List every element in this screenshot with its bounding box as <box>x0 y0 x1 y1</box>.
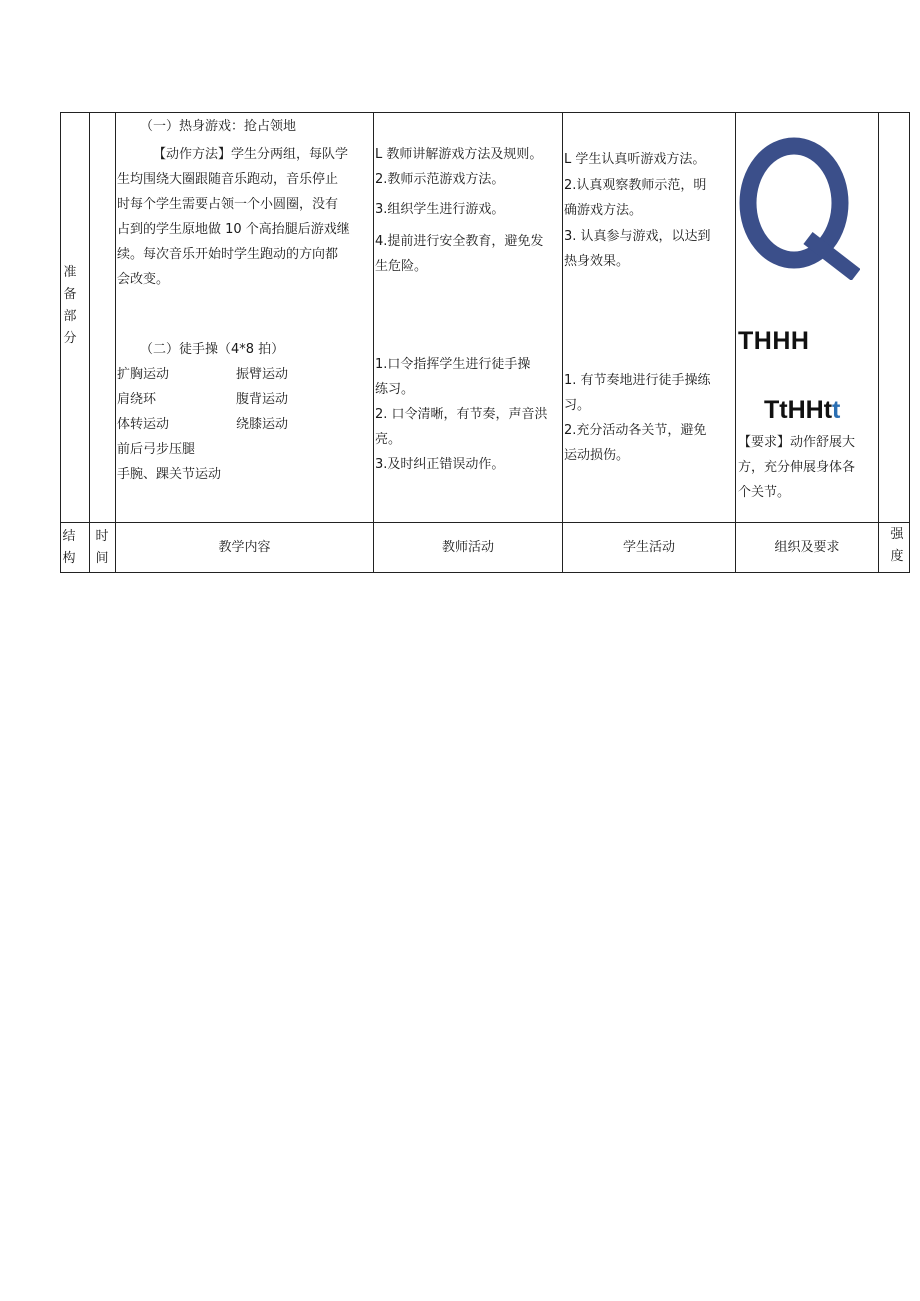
teacher-activity-line: 3.及时纠正错误动作。 <box>375 457 505 472</box>
requirement-line: 【要求】动作舒展大 <box>738 435 856 450</box>
formation-circle-icon <box>738 130 860 280</box>
table-top-border <box>60 112 910 113</box>
header-teacher-activity: 教师活动 <box>441 540 494 555</box>
exercise-item: 腹背运动 <box>236 392 289 407</box>
game-method-line: 续。每次音乐开始时学生跑动的方向都 <box>117 247 339 262</box>
student-activity-line: 热身效果。 <box>564 254 630 269</box>
header-student-activity: 学生活动 <box>622 540 675 555</box>
col-border-3 <box>115 112 116 573</box>
teacher-activity-line: 生危险。 <box>375 259 428 274</box>
exercise-item: 前后弓步压腿 <box>117 442 196 457</box>
game-method-line: 占到的学生原地做 10 个高抬腿后游戏继 <box>117 222 350 237</box>
student-activity-line: L 学生认真听游戏方法。 <box>564 152 706 167</box>
teacher-activity-line: 2. 口令清晰，有节奏，声音洪 <box>375 407 548 422</box>
teacher-activity-line: 2.教师示范游戏方法。 <box>375 172 505 187</box>
formation-row-label-2: TtHHtt <box>764 396 841 424</box>
formation-row-label: THHH <box>738 327 810 355</box>
exercise-item: 绕膝运动 <box>236 417 289 432</box>
col-border-5 <box>562 112 563 573</box>
exercise-item: 体转运动 <box>117 417 170 432</box>
game-method-line: 会改变。 <box>117 272 170 287</box>
header-row-top-border <box>60 522 910 523</box>
exercise-title: （二）徒手操（4*8 拍） <box>140 342 285 357</box>
teacher-activity-line: 练习。 <box>375 382 415 397</box>
game-method-line: 生均围绕大圈跟随音乐跑动，音乐停止 <box>117 172 339 187</box>
exercise-item: 手腕、踝关节运动 <box>117 467 222 482</box>
exercise-item: 振臂运动 <box>236 367 289 382</box>
game-method-line: 【动作方法】学生分两组，每队学 <box>153 147 349 162</box>
exercise-item: 肩绕环 <box>117 392 157 407</box>
header-intensity: 强 度 <box>890 527 904 564</box>
col-border-2 <box>89 112 90 573</box>
header-time: 时 间 <box>95 529 109 566</box>
col-border-7 <box>878 112 879 573</box>
teacher-activity-line: 4.提前进行安全教育，避免发 <box>375 234 544 249</box>
requirement-line: 方，充分伸展身体各 <box>738 460 856 475</box>
game-title: （一）热身游戏：抢占领地 <box>140 119 297 134</box>
teacher-activity-line: 亮。 <box>375 432 402 447</box>
exercise-item: 扩胸运动 <box>117 367 170 382</box>
col-border-8 <box>909 112 910 573</box>
student-activity-line: 确游戏方法。 <box>564 203 643 218</box>
teacher-activity-line: 3.组织学生进行游戏。 <box>375 202 505 217</box>
student-activity-line: 2.充分活动各关节，避免 <box>564 423 707 438</box>
student-activity-line: 习。 <box>564 398 591 413</box>
game-method-line: 时每个学生需要占领一个小圆圈，没有 <box>117 197 339 212</box>
student-activity-line: 3. 认真参与游戏，以达到 <box>564 229 711 244</box>
header-organization: 组织及要求 <box>774 540 840 555</box>
requirement-line: 个关节。 <box>738 485 791 500</box>
table-bottom-border <box>60 572 910 573</box>
student-activity-line: 1. 有节奏地进行徒手操练 <box>564 373 711 388</box>
student-activity-line: 运动损伤。 <box>564 448 630 463</box>
header-teaching-content: 教学内容 <box>218 540 271 555</box>
col-border-4 <box>373 112 374 573</box>
teacher-activity-line: 1.口令指挥学生进行徒手操 <box>375 357 531 372</box>
student-activity-line: 2.认真观察教师示范，明 <box>564 178 707 193</box>
header-structure: 结 构 <box>62 529 76 566</box>
section-label-preparation: 准 备 部 分 <box>63 265 77 346</box>
teacher-activity-line: L 教师讲解游戏方法及规则。 <box>375 147 543 162</box>
col-border-6 <box>735 112 736 573</box>
